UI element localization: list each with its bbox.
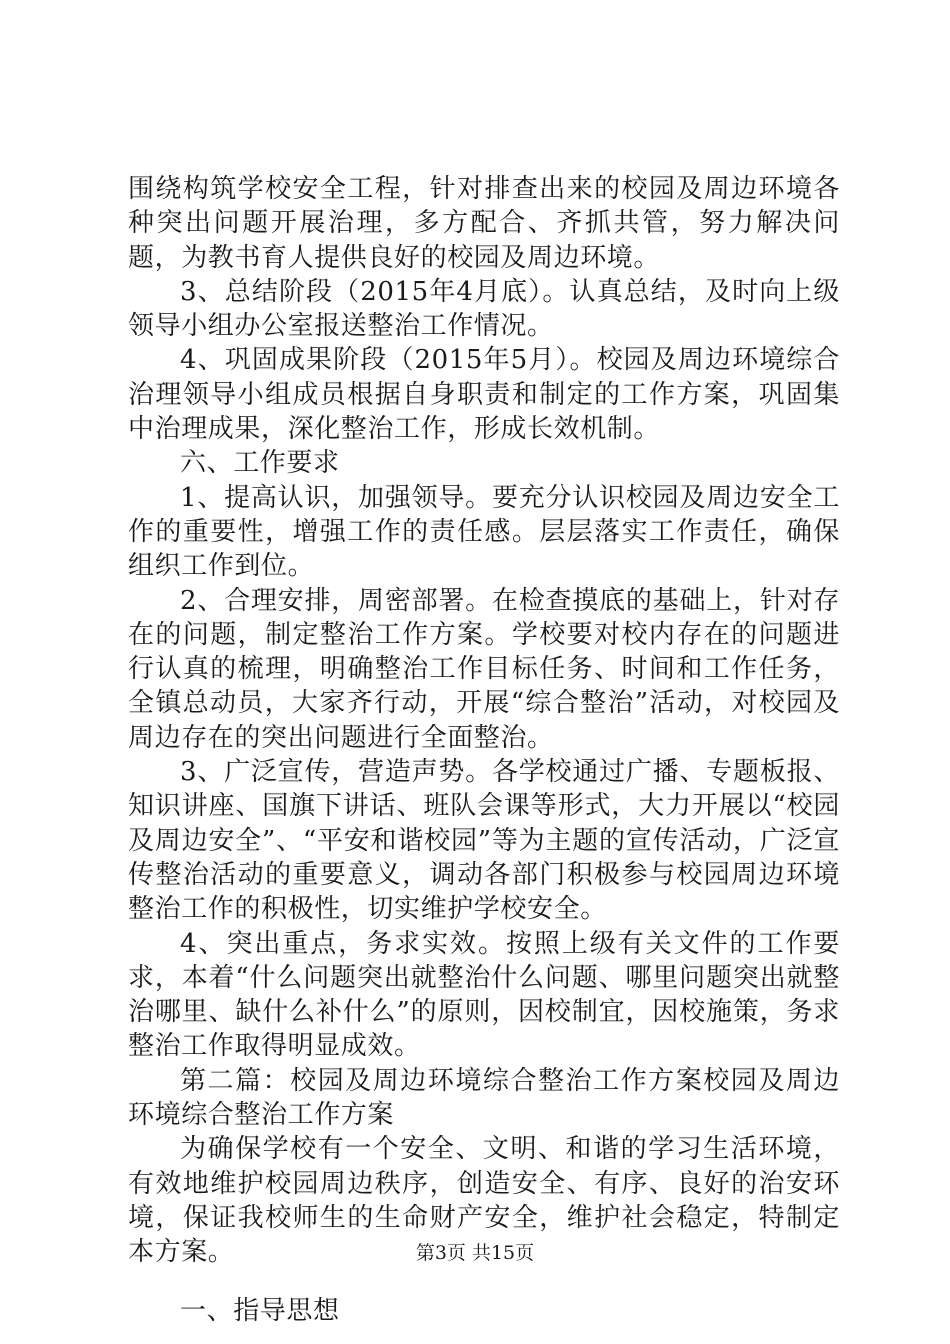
section-heading-guiding-ideology: 一、指导思想	[180, 1295, 340, 1326]
paragraph-requirement-3: 3、广泛宣传，营造声势。各学校通过广播、专题板报、知识讲座、国旗下讲话、班队会课等形式，大力开展以“校园及周边安全”、“平安和谐校园”等为主题的宣传活动，广泛宣传整治活动的重要意义，调动各部门积极参与校园周边环境整治工作的积极性，切实维护学校安全。	[128, 757, 840, 925]
paragraph-purpose: 为确保学校有一个安全、文明、和谐的学习生活环境，有效地维护校园周边秩序，创造安全、有序、良好的治安环境，保证我校师生的生命财产安全，维护社会稳定，特制定本方案。	[128, 1134, 840, 1268]
page-footer: 第3页 共15页	[415, 1242, 535, 1264]
section-heading-work-requirements: 六、工作要求	[180, 448, 340, 479]
paragraph-requirement-2: 2、合理安排，周密部署。在检查摸底的基础上，针对存在的问题，制定整治工作方案。学校要对校内存在的问题进行认真的梳理，明确整治工作目标任务、时间和工作任务，全镇总动员，大家齐行动，开展“综合整治”活动，对校园及周边存在的突出问题进行全面整治。	[128, 585, 840, 753]
paragraph-continuation: 围绕构筑学校安全工程，针对排查出来的校园及周边环境各种突出问题开展治理，多方配合、齐抓共管，努力解决问题，为教书育人提供良好的校园及周边环境。	[128, 174, 840, 273]
paragraph-requirement-1: 1、提高认识，加强领导。要充分认识校园及周边安全工作的重要性，增强工作的责任感。层层落实工作责任，确保组织工作到位。	[128, 482, 840, 582]
chapter-heading-part-two: 第二篇：校园及周边环境综合整治工作方案校园及周边环境综合整治工作方案	[128, 1065, 840, 1131]
paragraph-summary-stage: 3、总结阶段（2015年4月底）。认真总结，及时向上级领导小组办公室报送整治工作情况。	[128, 276, 840, 342]
document-body	[128, 172, 840, 1328]
paragraph-requirement-4: 4、突出重点，务求实效。按照上级有关文件的工作要求，本着“什么问题突出就整治什么问题、哪里问题突出就整治哪里、缺什么补什么”的原则，因校制宜，因校施策，务求整治工作取得明显成效。	[128, 928, 840, 1062]
paragraph-consolidation-stage: 4、巩固成果阶段（2015年5月）。校园及周边环境综合治理领导小组成员根据自身职责和制定的工作方案，巩固集中治理成果，深化整治工作，形成长效机制。	[128, 345, 840, 445]
